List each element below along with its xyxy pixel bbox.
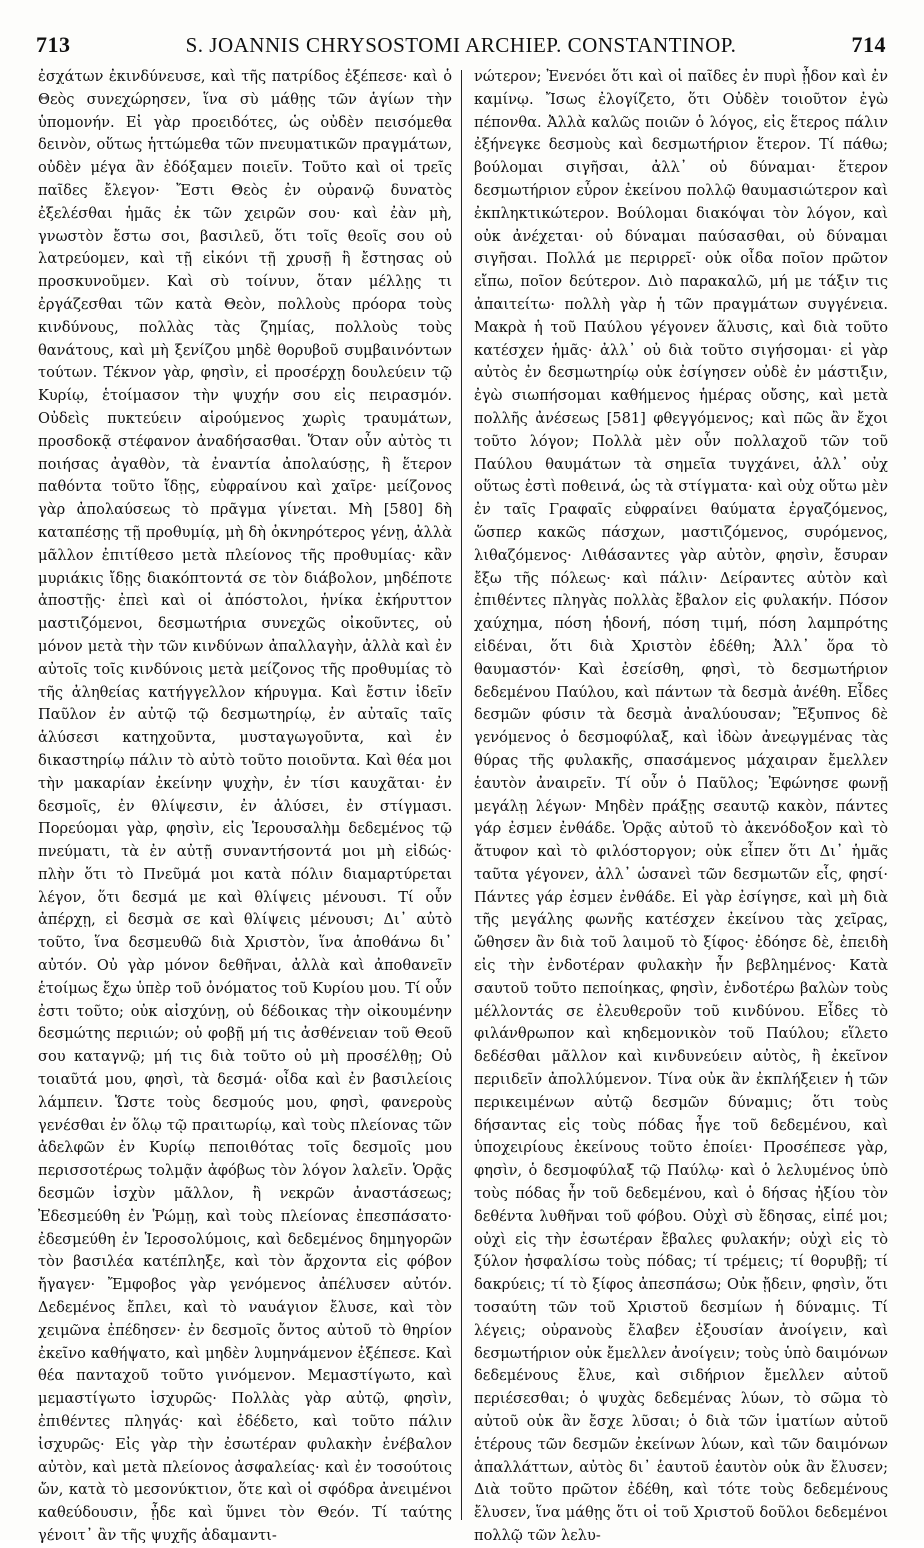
page-number-right: 714 bbox=[851, 32, 886, 57]
left-column bbox=[38, 66, 452, 1548]
page-number-left: 713 bbox=[36, 32, 71, 57]
right-column bbox=[474, 66, 888, 1548]
page-header bbox=[36, 28, 886, 62]
column-divider bbox=[461, 70, 462, 1520]
running-head: S. JOANNIS CHRYSOSTOMI ARCHIEP. CONSTANTINOP. bbox=[185, 32, 737, 57]
right-column-text: νώτερον; Ἐνενόει ὅτι καὶ οἱ παῖδες ἐν πυρὶ ᾖδον καὶ ἐν καμίνῳ. Ἴσως ἐλογίζετο, ὅτι Οὐδὲν τοιοῦτον ἐγὼ πέπονθα. Ἀλλὰ καλῶς ποιῶν ὁ λόγος, εἰς ἕτερος πάλιν ἐξήνεγκε δεσμοὺς καὶ δεσμωτήριον ἕτερον. Τί πάθω; βούλομαι σιγῆσαι, ἀλλ᾽ οὐ δύναμαι· ἕτερον δεσμωτήριον εὗρον ἐκείνου πολλῷ θαυμασιώτερον καὶ ἐκπληκτικώτερον. Βούλομαι διακόψαι τὸν λόγον, καὶ οὐκ ἀνέχεται· οὐ δύναμαι παύσασθαι, οὐ δύναμαι σιγῆσαι. Πολλά με περιρρεῖ· οὐκ οἶδα ποῖον πρῶτον εἴπω, ποῖον δεύτερον. Διὸ παρακαλῶ, μή με τάξιν τις ἀπαιτείτω· πολλὴ γὰρ ἡ τῶν πραγμάτων συγγένεια. Μακρὰ ἡ τοῦ Παύλου γέγονεν ἅλυσις, καὶ διὰ τοῦτο κατέσχεν ἡμᾶς· ἀλλ᾽ οὐ διὰ τοῦτο σιγήσομαι· εἰ γὰρ αὐτὸς ἐν δεσμωτηρίῳ οὐκ ἐσίγησεν οὐδὲ ἐν μάστιξιν, ἐγὼ σιωπήσομαι καθήμενος ἡμέρας οὔσης, καὶ μετὰ πολλῆς ἀνέσεως [581] φθεγγόμενος; καὶ πῶς ἂν ἔχοι τοῦτο λόγον; Πολλὰ μὲν οὖν πολλαχοῦ τῶν τοῦ Παύλου θαυμάτων τὰ σημεῖα τυγχάνει, ἀλλ᾽ οὐχ οὕτως ἐστὶ ποθεινά, ὡς τὰ στίγματα· καὶ οὐχ οὕτω μὲν ἐν ταῖς Γραφαῖς εὐφραίνει θαύματα ἐργαζόμενος, ὥσπερ κακῶς πάσχων, μαστιζόμενος, συρόμενος, λιθαζόμενος· Λιθάσαντες γὰρ αὐτὸν, φησὶν, ἔσυραν ἔξω τῆς πόλεως· καὶ πάλιν· Δείραντες αὐτὸν καὶ ἐπιθέντες πληγὰς πολλὰς ἔβαλον εἰς φυλακήν. Πόσον χαύχημα, πόση ἡδονή, πόση τιμή, πόση λαμπρότης εἰδέναι, ὅτι διὰ Χριστὸν ἐδέθη; Ἀλλ᾽ ὅρα τὸ θαυμαστόν· Καὶ ἐσείσθη, φησὶ, τὸ δεσμωτήριον δεδεμένου Παύλου, καὶ πάντων τὰ δεσμὰ ἀνέθη. Εἶδες δεσμῶν φύσιν τὰ δεσμὰ ἀναλύουσαν; Ἔξυπνος δὲ γενόμενος ὁ δεσμοφύλαξ, καὶ ἰδὼν ἀνεῳγμένας τὰς θύρας τῆς φυλακῆς, σπασάμενος μάχαιραν ἔμελλεν ἑαυτὸν ἀναιρεῖν. Τί οὖν ὁ Παῦλος; Ἐφώνησε φωνῇ μεγάλῃ λέγων· Μηδὲν πράξῃς σεαυτῷ κακὸν, πάντες γάρ ἐσμεν ἐνθάδε. Ὁρᾷς αὐτοῦ τὸ ἀκενόδοξον καὶ τὸ ἄτυφον καὶ τὸ φιλόστοργον; οὐκ εἶπεν ὅτι Δι᾽ ἡμᾶς ταῦτα γέγονεν, ἀλλ᾽ ὡσανεὶ τῶν δεσμωτῶν εἷς, φησί· Πάντες γάρ ἐσμεν ἐνθάδε. Εἰ γὰρ ἐσίγησε, καὶ μὴ διὰ τῆς μεγάλης φωνῆς κατέσχεν ἐκείνου τὰς χεῖρας, ὤθησεν ἂν διὰ τοῦ λαιμοῦ τὸ ξίφος· ἐδόησε δὲ, ἐπειδὴ εἰς τὴν ἐνδοτέραν φυλακὴν ἦν βεβλημένος· Κατὰ σαυτοῦ τοῦτο πεποίηκας, φησὶν, ἐνδοτέρω βαλὼν τοὺς μέλλοντάς σε ἐλευθεροῦν τοῦ κινδύνου. Εἶδες τὸ φιλάνθρωπον καὶ κηδεμονικὸν τοῦ Παύλου; εἵλετο δεδέσθαι μᾶλλον καὶ κινδυνεύειν αὐτὸς, ἢ ἐκεῖνον περιιδεῖν ἀπολλύμενον. Τίνα οὐκ ἂν ἐκπλήξειεν ἡ τῶν περικειμένων αὐτῷ δεσμῶν δύναμις; ὅτι τοὺς δήσαντας εἰς τοὺς πόδας ἦγε τοῦ δεδεμένου, καὶ ὑποχειρίους ἐκείνους τοῦτο ἐποίει· Προσέπεσε γὰρ, φησὶν, ὁ δεσμοφύλαξ τῷ Παύλῳ· καὶ ὁ λελυμένος ὑπὸ τοὺς πόδας ἦν τοῦ δεδεμένου, καὶ ὁ δήσας ἠξίου τὸν δεθέντα λυθῆναι τοῦ φόβου. Οὐχὶ σὺ ἔδησας, εἰπέ μοι; οὐχὶ εἰς τὴν ἐσωτέραν ἔβαλες φυλακήν; οὐχὶ εἰς τὸ ξύλον ἠσφαλίσω τοὺς πόδας; τί τρέμεις; τί θορυβῇ; τί δακρύεις; τί τὸ ξίφος ἀπεσπάσω; Οὐκ ᾔδειν, φησὶν, ὅτι τοσαύτη τῶν τοῦ Χριστοῦ δεσμίων ἡ δύναμις. Τί λέγεις; οὐρανοὺς ἔλαβεν ἐξουσίαν ἀνοίγειν, καὶ δεσμωτήριον οὐκ ἔμελλεν ἀνοίγειν; τοὺς ὑπὸ δαιμόνων δεδεμένους ἔλυε, καὶ σιδήριον ἔμελλεν αὐτοῦ περιέσεσθαι; ὁ ψυχὰς δεδεμένας λύων, τὸ σῶμα τὸ αὐτοῦ οὐκ ἂν ἔσχε λῦσαι; ὁ διὰ τῶν ἱματίων αὐτοῦ ἑτέρους τῶν δεσμῶν ἐκείνων λύων, καὶ τῶν δαιμόνων ἀπαλλάττων, αὐτὸς δι᾽ ἑαυτοῦ ἑαυτὸν οὐκ ἂν ἔλυσεν; Διὰ τοῦτο πρῶτον ἐδέθη, καὶ τότε τοὺς δεδεμένους ἔλυσεν, ἵνα μάθῃς ὅτι οἱ τοῦ Χριστοῦ δοῦλοι δεδεμένοι πολλῷ τῶν λελυ- bbox=[474, 68, 888, 1544]
left-column-text: ἐσχάτων ἐκινδύνευσε, καὶ τῆς πατρίδος ἐξέπεσε· καὶ ὁ Θεὸς συνεχώρησεν, ἵνα σὺ μάθῃς τῶν ἁγίων τὴν ὑπομονήν. Εἰ γὰρ προειδότες, ὡς οὐδὲν πεισόμεθα δεινὸν, οὕτως ἡττώμεθα τῶν πνευματικῶν πραγμάτων, οὐδὲν μέγα ἂν ἐδόξαμεν ποιεῖν. Τοῦτο καὶ οἱ τρεῖς παῖδες ἔλεγον· Ἔστι Θεὸς ἐν οὐρανῷ δυνατὸς ἐξελέσθαι ἡμᾶς ἐκ τῶν χειρῶν σου· καὶ ἐὰν μὴ, γνωστὸν ἔστω σοι, βασιλεῦ, ὅτι τοῖς θεοῖς σου οὐ λατρεύομεν, καὶ τῇ εἰκόνι τῇ χρυσῇ ἣ ἔστησας οὐ προσκυνοῦμεν. Καὶ σὺ τοίνυν, ὅταν μέλλῃς τι ἐργάζεσθαι τῶν κατὰ Θεὸν, πολλοὺς πρόορα τοὺς κινδύνους, πολλὰς τὰς ζημίας, πολλοὺς τοὺς θανάτους, καὶ μὴ ξενίζου μηδὲ θορυβοῦ συμβαινόντων τούτων. Τέκνον γὰρ, φησὶν, εἰ προσέρχῃ δουλεύειν τῷ Κυρίῳ, ἑτοίμασον τὴν ψυχήν σου εἰς πειρασμόν. Οὐδεὶς πυκτεύειν αἱρούμενος χωρὶς τραυμάτων, προσδοκᾷ στέφανον ἀναδήσασθαι. Ὅταν οὖν αὐτὸς τι ποιήσας ἀγαθὸν, τὰ ἐναντία ἀπολαύσῃς, ἢ ἕτερον παθόντα τοῦτο ἴδῃς, εὐφραίνου καὶ χαῖρε· μείζονος γὰρ ἀπολαύσεως τὸ πρᾶγμα γίνεται. Μὴ [580] δὴ καταπέσῃς τῇ προθυμίᾳ, μὴ δὴ ὀκνηρότερος γένῃ, ἀλλὰ μᾶλλον ἐπιτίθεσο μετὰ πλείονος τῆς προθυμίας· κἂν μυριάκις ἴδῃς διακόπτοντά σε τὸν διάβολον, μηδέποτε ἀποστῇς· ἐπεὶ καὶ οἱ ἀπόστολοι, ἡνίκα ἐκήρυττον μαστιζόμενοι, δεσμωτήρια συνεχῶς οἰκοῦντες, οὐ μόνον μετὰ τὴν τῶν κινδύνων ἀπαλλαγὴν, ἀλλὰ καὶ ἐν αὐτοῖς τοῖς κινδύνοις μετὰ μείζονος τῆς προθυμίας τὸ τῆς ἀληθείας κατήγγελλον κήρυγμα. Καὶ ἔστιν ἰδεῖν Παῦλον ἐν αὐτῷ τῷ δεσμωτηρίῳ, ἐν αὐταῖς ταῖς ἁλύσεσι κατηχοῦντα, μυσταγωγοῦντα, καὶ ἐν δικαστηρίῳ πάλιν τὸ αὐτὸ τοῦτο ποιοῦντα. Καὶ θέα μοι τὴν μακαρίαν ἐκείνην ψυχὴν, ἐν τίσι καυχᾶται· ἐν δεσμοῖς, ἐν θλίψεσιν, ἐν ἁλύσει, ἐν στίγμασι. Πορεύομαι γὰρ, φησὶν, εἰς Ἱερουσαλὴμ δεδεμένος τῷ πνεύματι, τὰ ἐν αὐτῇ συναντήσοντά μοι μὴ εἰδώς· πλὴν ὅτι τὸ Πνεῦμά μοι κατὰ πόλιν διαμαρτύρεται λέγον, ὅτι δεσμά με καὶ θλίψεις μένουσι. Τί οὖν ἀπέρχῃ, εἰ δεσμὰ σε καὶ θλίψεις μένουσι; Δι᾽ αὐτὸ τοῦτο, ἵνα δεσμευθῶ διὰ Χριστὸν, ἵνα ἀποθάνω δι᾽ αὐτόν. Οὐ γὰρ μόνον δεθῆναι, ἀλλὰ καὶ ἀποθανεῖν ἑτοίμως ἔχω ὑπὲρ τοῦ ὀνόματος τοῦ Κυρίου μου. Τί οὖν ἐστι τοῦτο; οὐκ αἰσχύνῃ, οὐ δέδοικας τὴν οἰκουμένην δεσμώτης περιιών; οὐ φοβῇ μή τις ἀσθένειαν τοῦ Θεοῦ σου καταγνῷ; μή τις διὰ τοῦτο οὐ μὴ προσέλθῃ; Οὐ τοιαῦτά μου, φησὶ, τὰ δεσμά· οἶδα καὶ ἐν βασιλείοις λάμπειν. Ὥστε τοὺς δεσμούς μου, φησὶ, φανεροὺς γενέσθαι ἐν ὅλῳ τῷ πραιτωρίῳ, καὶ τοὺς πλείονας τῶν ἀδελφῶν ἐν Κυρίῳ πεποιθότας τοῖς δεσμοῖς μου περισσοτέρως τολμᾷν ἀφόβως τὸν λόγον λαλεῖν. Ὁρᾷς δεσμῶν ἰσχὺν μᾶλλον, ἢ νεκρῶν ἀναστάσεως; Ἐδεσμεύθη ἐν Ῥώμῃ, καὶ τοὺς πλείονας ἐπεσπάσατο· ἐδεσμεύθη ἐν Ἱεροσολύμοις, καὶ δεδεμένος δημηγορῶν τὸν βασιλέα κατέπληξε, καὶ τὸν ἄρχοντα εἰς φόβον ἤγαγεν· Ἔμφοβος γὰρ γενόμενος ἀπέλυσεν αὐτόν. Δεδεμένος ἔπλει, καὶ τὸ ναυάγιον ἔλυσε, καὶ τὸν χειμῶνα ἐπέδησεν· ἐν δεσμοῖς ὄντος αὐτοῦ τὸ θηρίον ἐκεῖνο καθήψατο, καὶ μηδὲν λυμηνάμενον ἐξέπεσε. Καὶ θέα πανταχοῦ τοῦτο γινόμενον. Μεμαστίγωτο, καὶ μεμαστίγωτο ἰσχυρῶς· Πολλὰς γὰρ αὐτῷ, φησὶν, ἐπιθέντες πληγάς· καὶ ἐδέδετο, καὶ τοῦτο πάλιν ἰσχυρῶς· Εἰς γὰρ τὴν ἐσωτέραν φυλακὴν ἐνέβαλον αὐτὸν, καὶ μετὰ πλείονος ἀσφαλείας· καὶ ἐν τοσούτοις ὤν, κατὰ τὸ μεσονύκτιον, ὅτε καὶ οἱ σφόδρα ἀνειμένοι καθεύδουσιν, ᾖδε καὶ ὕμνει τὸν Θεόν. Τί ταύτης γένοιτ᾽ ἂν τῆς ψυχῆς ἀδαμαντι- bbox=[38, 68, 452, 1544]
